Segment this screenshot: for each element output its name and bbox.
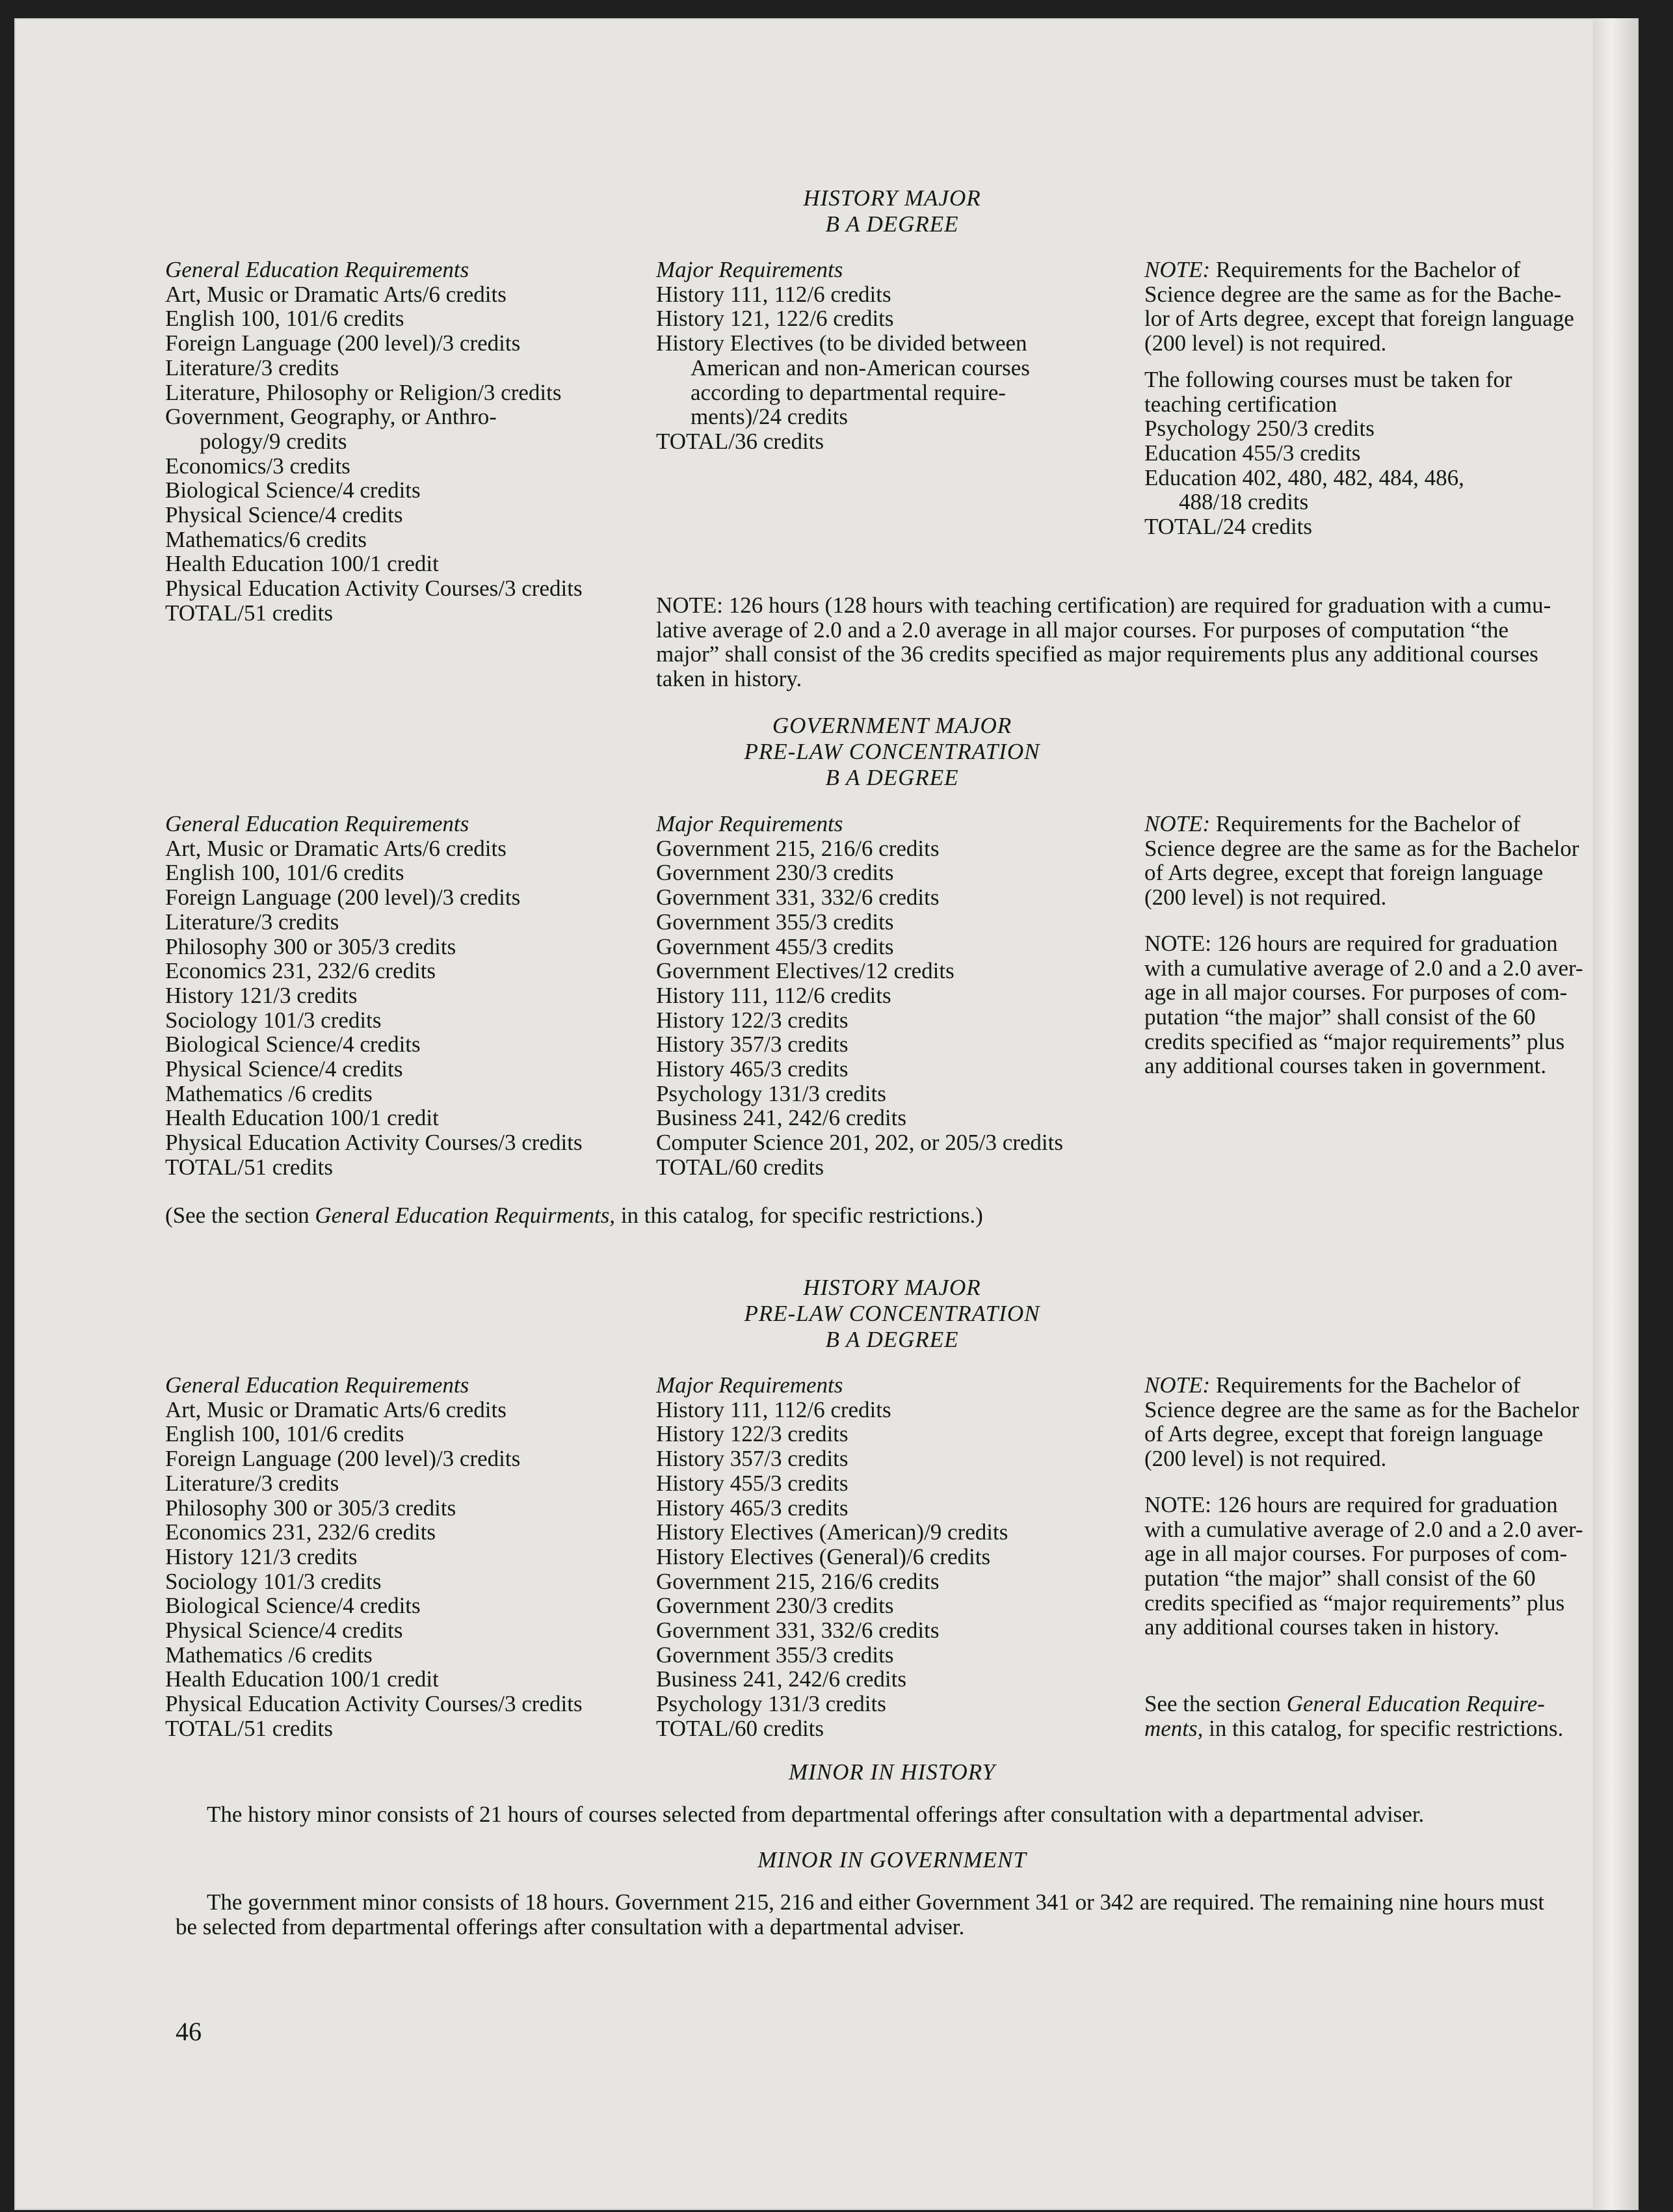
- list-item: Mathematics /6 credits: [165, 1642, 373, 1668]
- note-text: Science degree are the same as for the Bachelor: [1144, 1396, 1579, 1422]
- list-item: Art, Music or Dramatic Arts/6 credits: [165, 281, 507, 307]
- list-item: TOTAL/60 credits: [656, 1154, 824, 1180]
- list-item: Physical Science/4 credits: [165, 1618, 403, 1644]
- note-text: Requirements for the Bachelor of: [1210, 257, 1521, 282]
- cert-item: 488/18 credits: [1179, 489, 1309, 515]
- list-item: History 122/3 credits: [656, 1421, 849, 1447]
- list-item: Health Education 100/1 credit: [165, 1105, 439, 1131]
- section-subtitle: PRE-LAW CONCENTRATION: [744, 1301, 1040, 1326]
- minor-description: The history minor consists of 21 hours of courses selected from departmental offerings after consultation with a departmental adviser.: [207, 1802, 1425, 1827]
- section-subtitle: PRE-LAW CONCENTRATION: [744, 739, 1040, 764]
- list-item: pology/9 credits: [200, 428, 347, 454]
- list-item: TOTAL/60 credits: [656, 1715, 824, 1741]
- list-item: Physical Science/4 credits: [165, 502, 403, 528]
- list-item: Government 230/3 credits: [656, 860, 894, 886]
- section-subtitle: B A DEGREE: [825, 1327, 959, 1352]
- see-ref: General Education Require-: [1286, 1691, 1545, 1716]
- column-heading: General Education Requirements: [165, 1372, 469, 1398]
- gen-ed-column: [165, 1373, 583, 1741]
- list-item: TOTAL/36 credits: [656, 428, 824, 454]
- list-item: History 122/3 credits: [656, 1007, 849, 1033]
- list-item: Art, Music or Dramatic Arts/6 credits: [165, 835, 507, 861]
- list-item: History 111, 112/6 credits: [656, 982, 891, 1008]
- see-ref: ments,: [1144, 1715, 1204, 1741]
- list-item: History 357/3 credits: [656, 1032, 849, 1058]
- list-item: History 465/3 credits: [656, 1056, 849, 1082]
- list-item: History 121, 122/6 credits: [656, 306, 894, 332]
- note-text: of Arts degree, except that foreign language: [1144, 1421, 1544, 1447]
- catalog-page: [14, 18, 1639, 2210]
- section-subtitle: B A DEGREE: [825, 211, 959, 237]
- list-item: Physical Education Activity Courses/3 credits: [165, 576, 583, 602]
- list-item: Art, Music or Dramatic Arts/6 credits: [165, 1396, 507, 1422]
- minor-description: be selected from departmental offerings after consultation with a departmental adviser.: [176, 1914, 965, 1939]
- minor-description: The government minor consists of 18 hours. Government 215, 216 and either Government 341 or 342 are required. The remaining nine hours must: [207, 1889, 1545, 1915]
- note-text: (200 level) is not required.: [1144, 885, 1387, 911]
- section-title: GOVERNMENT MAJOR: [772, 713, 1012, 738]
- list-item: Government 230/3 credits: [656, 1593, 894, 1619]
- major-req-column: [656, 258, 1030, 454]
- see-text: See the section: [1144, 1691, 1287, 1716]
- cert-text: teaching certification: [1144, 391, 1337, 417]
- list-item: History 111, 112/6 credits: [656, 1396, 891, 1422]
- note-text: (200 level) is not required.: [1144, 1446, 1387, 1472]
- gen-ed-column: [165, 812, 583, 1180]
- cert-text: The following courses must be taken for: [1144, 366, 1512, 392]
- hours-note-line: NOTE: 126 hours are required for graduation: [1144, 930, 1558, 956]
- list-item: Biological Science/4 credits: [165, 477, 421, 503]
- note-text: Requirements for the Bachelor of: [1210, 1372, 1521, 1398]
- note-text: Science degree are the same as for the Bache-: [1144, 281, 1562, 307]
- hours-note-line: NOTE: 126 hours are required for graduation: [1144, 1491, 1558, 1517]
- note-column: [1144, 258, 1574, 539]
- hours-note-line: credits specified as “major requirements” plus: [1144, 1590, 1565, 1616]
- list-item: Economics 231, 232/6 credits: [165, 1519, 436, 1545]
- list-item: Mathematics/6 credits: [165, 526, 367, 552]
- note-text: Requirements for the Bachelor of: [1210, 811, 1521, 836]
- note-text: (200 level) is not required.: [1144, 330, 1387, 356]
- list-item: Computer Science 201, 202, or 205/3 credits: [656, 1130, 1063, 1156]
- gen-ed-column: [165, 258, 583, 626]
- major-req-column: [656, 1373, 1008, 1741]
- list-item: Government 355/3 credits: [656, 909, 894, 935]
- note-text: lor of Arts degree, except that foreign language: [1144, 306, 1574, 332]
- list-item: TOTAL/51 credits: [165, 1154, 334, 1180]
- list-item: Literature/3 credits: [165, 909, 339, 935]
- list-item: Philosophy 300 or 305/3 credits: [165, 1495, 456, 1521]
- note-text: of Arts degree, except that foreign language: [1144, 860, 1544, 886]
- hours-note-line: with a cumulative average of 2.0 and a 2.0 aver-: [1144, 1516, 1583, 1542]
- list-item: Biological Science/4 credits: [165, 1032, 421, 1058]
- list-item: History 111, 112/6 credits: [656, 281, 891, 307]
- note-line: lative average of 2.0 and a 2.0 average in all major courses. For purposes of computation “the: [656, 617, 1509, 643]
- hours-note-line: any additional courses taken in government.: [1144, 1053, 1547, 1079]
- list-item: Foreign Language (200 level)/3 credits: [165, 1446, 521, 1472]
- list-item: History 455/3 credits: [656, 1470, 849, 1496]
- list-item: Government, Geography, or Anthro-: [165, 404, 497, 430]
- cert-total: TOTAL/24 credits: [1144, 514, 1313, 540]
- cert-item: Education 455/3 credits: [1144, 440, 1361, 466]
- list-item: TOTAL/51 credits: [165, 600, 334, 626]
- list-item: Psychology 131/3 credits: [656, 1080, 886, 1106]
- list-item: TOTAL/51 credits: [165, 1715, 334, 1741]
- column-heading: Major Requirements: [656, 1372, 843, 1398]
- see-section-note: [165, 1203, 983, 1228]
- cert-item: Psychology 250/3 credits: [1144, 416, 1375, 442]
- note-label: NOTE:: [1144, 1372, 1211, 1398]
- list-item: English 100, 101/6 credits: [165, 860, 404, 886]
- list-item: Psychology 131/3 credits: [656, 1691, 886, 1717]
- column-heading: Major Requirements: [656, 257, 843, 282]
- section-title: HISTORY MAJOR: [803, 1275, 981, 1300]
- list-item: according to departmental require-: [691, 379, 1006, 405]
- list-item: Government 331, 332/6 credits: [656, 885, 940, 911]
- list-item: Health Education 100/1 credit: [165, 551, 439, 577]
- list-item: Foreign Language (200 level)/3 credits: [165, 885, 521, 911]
- list-item: Physical Science/4 credits: [165, 1056, 403, 1082]
- see-section-note: [1144, 1692, 1563, 1740]
- hours-note-line: putation “the major” shall consist of the 60: [1144, 1565, 1536, 1591]
- note-line: NOTE: 126 hours (128 hours with teaching certification) are required for graduation with a cumu-: [656, 593, 1551, 618]
- section-subtitle: B A DEGREE: [825, 765, 959, 790]
- list-item: History Electives (to be divided between: [656, 330, 1027, 356]
- see-ref: General Education Requirments,: [315, 1203, 616, 1228]
- list-item: Government 215, 216/6 credits: [656, 835, 940, 861]
- list-item: American and non-American courses: [691, 354, 1030, 380]
- list-item: History 465/3 credits: [656, 1495, 849, 1521]
- list-item: Health Education 100/1 credit: [165, 1666, 439, 1692]
- list-item: English 100, 101/6 credits: [165, 1421, 404, 1447]
- page-spine: [1593, 18, 1639, 2210]
- section-title: MINOR IN GOVERNMENT: [757, 1847, 1027, 1872]
- list-item: Economics/3 credits: [165, 453, 350, 479]
- list-item: ments)/24 credits: [691, 404, 849, 430]
- list-item: Business 241, 242/6 credits: [656, 1666, 906, 1692]
- hours-note-line: age in all major courses. For purposes of com-: [1144, 979, 1568, 1006]
- list-item: Philosophy 300 or 305/3 credits: [165, 933, 456, 959]
- note-label: NOTE:: [1144, 811, 1211, 836]
- list-item: Physical Education Activity Courses/3 credits: [165, 1130, 583, 1156]
- list-item: History Electives (American)/9 credits: [656, 1519, 1008, 1545]
- hours-note-line: age in all major courses. For purposes of com-: [1144, 1541, 1568, 1567]
- section-title: MINOR IN HISTORY: [788, 1759, 996, 1785]
- list-item: Government 215, 216/6 credits: [656, 1568, 940, 1594]
- list-item: Literature/3 credits: [165, 354, 339, 380]
- list-item: Sociology 101/3 credits: [165, 1568, 382, 1594]
- page-number: 46: [176, 2017, 202, 2046]
- see-text: in this catalog, for specific restrictions.): [615, 1203, 983, 1228]
- list-item: Biological Science/4 credits: [165, 1593, 421, 1619]
- see-text: in this catalog, for specific restrictions.: [1203, 1715, 1564, 1741]
- hours-note-line: any additional courses taken in history.: [1144, 1614, 1499, 1640]
- list-item: History 121/3 credits: [165, 1543, 358, 1569]
- list-item: Sociology 101/3 credits: [165, 1007, 382, 1033]
- list-item: English 100, 101/6 credits: [165, 306, 404, 332]
- column-heading: General Education Requirements: [165, 811, 469, 836]
- list-item: Literature/3 credits: [165, 1470, 339, 1496]
- list-item: Physical Education Activity Courses/3 credits: [165, 1691, 583, 1717]
- section-title: HISTORY MAJOR: [803, 185, 981, 211]
- note-label: NOTE:: [1144, 257, 1211, 282]
- column-heading: General Education Requirements: [165, 257, 469, 282]
- note-text: Science degree are the same as for the Bachelor: [1144, 835, 1579, 861]
- list-item: Foreign Language (200 level)/3 credits: [165, 330, 521, 356]
- see-text: (See the section: [165, 1203, 315, 1228]
- list-item: History Electives (General)/6 credits: [656, 1543, 991, 1569]
- list-item: History 121/3 credits: [165, 982, 358, 1008]
- note-column: [1144, 1373, 1583, 1640]
- hours-note: [656, 593, 1551, 691]
- cert-item: Education 402, 480, 482, 484, 486,: [1144, 464, 1464, 490]
- list-item: Government 455/3 credits: [656, 933, 894, 959]
- hours-note-line: putation “the major” shall consist of the 60: [1144, 1004, 1536, 1030]
- list-item: Government 355/3 credits: [656, 1642, 894, 1668]
- list-item: Government 331, 332/6 credits: [656, 1618, 940, 1644]
- hours-note-line: credits specified as “major requirements” plus: [1144, 1028, 1565, 1054]
- hours-note-line: with a cumulative average of 2.0 and a 2.0 aver-: [1144, 955, 1583, 981]
- list-item: Economics 231, 232/6 credits: [165, 958, 436, 984]
- column-heading: Major Requirements: [656, 811, 843, 836]
- list-item: Literature, Philosophy or Religion/3 credits: [165, 379, 562, 405]
- list-item: History 357/3 credits: [656, 1446, 849, 1472]
- note-line: major” shall consist of the 36 credits specified as major requirements plus any additional courses: [656, 641, 1538, 667]
- list-item: Business 241, 242/6 credits: [656, 1105, 906, 1131]
- list-item: Mathematics /6 credits: [165, 1080, 373, 1106]
- major-req-column: [656, 812, 1063, 1180]
- note-line: taken in history.: [656, 666, 802, 692]
- note-column: [1144, 812, 1583, 1078]
- list-item: Government Electives/12 credits: [656, 958, 955, 984]
